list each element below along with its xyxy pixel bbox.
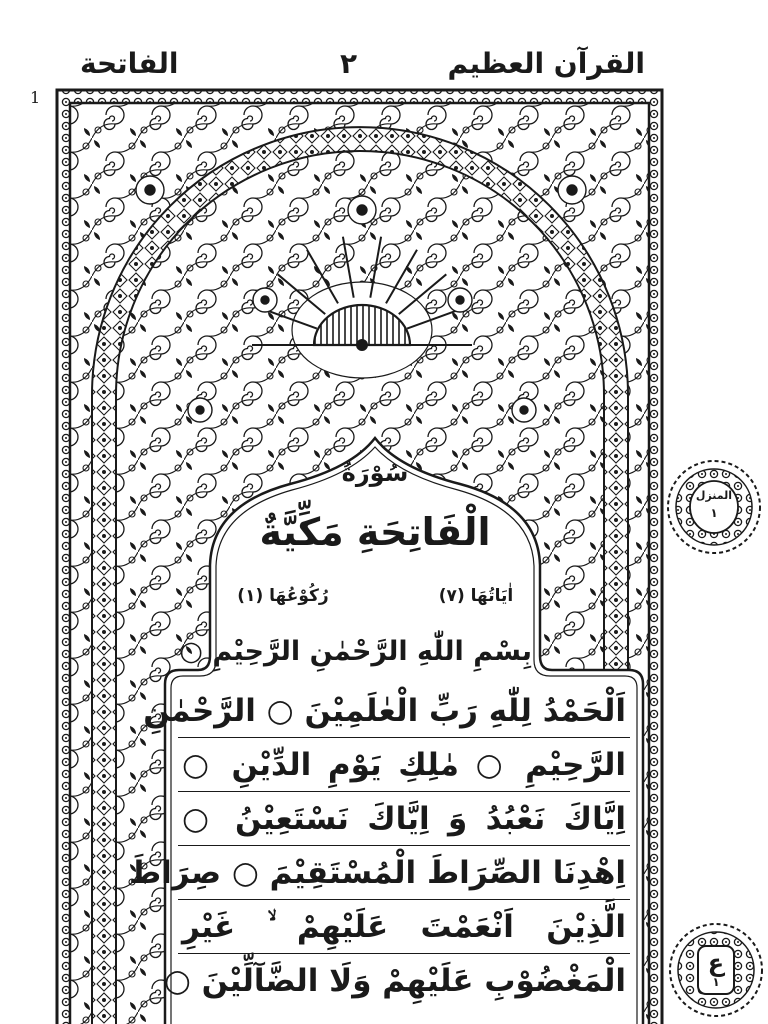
manzil-number: ۱ (710, 506, 718, 520)
surah-title: الْفَاتِحَةِ مَكِّيَّةٌ (259, 510, 491, 554)
verse-line: اَلْحَمْدُ لِلّٰهِ رَبِّ الْعٰلَمِيْنَ ○ الرَّحْمٰنِ (178, 684, 630, 738)
verse-line: اِيَّاكَ نَعْبُدُ وَ اِيَّاكَ نَسْتَعِيْنُ ○ (178, 792, 630, 846)
verse-line: الْمَغْضُوْبِ عَلَيْهِمْ وَلَا الضَّآلِّيْنَ ○ (163, 963, 626, 999)
verse-line: اِهْدِنَا الصِّرَاطَ الْمُسْتَقِيْمَ ○ صِرَاطَ (178, 846, 630, 900)
surah-label: سُوْرَةُ (341, 459, 409, 487)
ruku-count: رُكُوْعُهَا (۱) (237, 586, 329, 606)
header-page-number: ۲ (340, 47, 358, 80)
margin-page-number: 1 (30, 88, 41, 107)
header-surah-name: الفاتحة (80, 47, 179, 80)
ruku-mark-number: ۱ (712, 975, 720, 989)
verse-line: الرَّحِيْمِ ○ مٰلِكِ يَوْمِ الدِّيْنِ ○ (178, 738, 630, 792)
ayat-count: اٰيَاتُهَا (۷) (438, 586, 514, 606)
ruku-mark: ع (707, 949, 725, 977)
basmala: بِسْمِ اللّٰهِ الرَّحْمٰنِ الرَّحِيْمِ ○ (179, 636, 532, 667)
header-book-title: القرآن العظيم (447, 47, 645, 80)
verse-line: الَّذِيْنَ اَنْعَمْتَ عَلَيْهِمْ ۙ غَيْرِ (178, 900, 630, 954)
manzil-label: المنزل (695, 489, 733, 502)
verse-lines (128, 684, 630, 1008)
